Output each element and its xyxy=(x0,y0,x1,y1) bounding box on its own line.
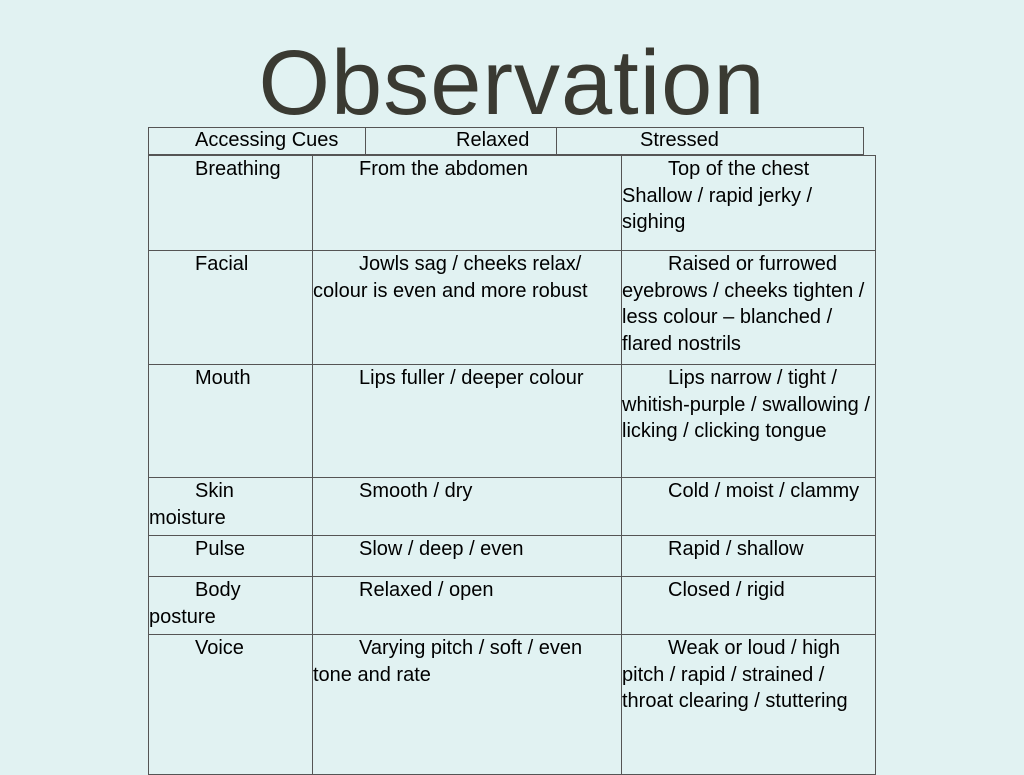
observation-table xyxy=(148,155,876,775)
cue-cell: Pulse xyxy=(149,536,313,577)
table-header xyxy=(148,127,864,155)
cue-cell: Breathing xyxy=(149,156,313,251)
header-accessing-cues: Accessing Cues xyxy=(149,128,366,155)
header-row xyxy=(149,128,864,155)
stressed-cell: Closed / rigid xyxy=(622,577,876,635)
slide-title: Observation xyxy=(258,32,766,134)
table-row xyxy=(149,577,876,635)
table-row xyxy=(149,478,876,536)
cue-cell: Skin moisture xyxy=(149,478,313,536)
header-stressed: Stressed xyxy=(557,128,864,155)
relaxed-cell: Varying pitch / soft / even tone and rate xyxy=(313,635,622,775)
relaxed-cell: Slow / deep / even xyxy=(313,536,622,577)
table-row xyxy=(149,536,876,577)
cue-cell: Voice xyxy=(149,635,313,775)
table-row xyxy=(149,365,876,478)
stressed-cell: Raised or furrowed eyebrows / cheeks tighten / less colour – blanched / flared nostrils xyxy=(622,251,876,365)
relaxed-cell: From the abdomen xyxy=(313,156,622,251)
stressed-cell: Weak or loud / high pitch / rapid / strained / throat clearing / stuttering xyxy=(622,635,876,775)
stressed-cell: Cold / moist / clammy xyxy=(622,478,876,536)
table-row xyxy=(149,251,876,365)
stressed-cell: Lips narrow / tight / whitish-purple / swallowing / licking / clicking tongue xyxy=(622,365,876,478)
stressed-cell: Rapid / shallow xyxy=(622,536,876,577)
relaxed-cell: Jowls sag / cheeks relax/ colour is even and more robust xyxy=(313,251,622,365)
relaxed-cell: Relaxed / open xyxy=(313,577,622,635)
relaxed-cell: Lips fuller / deeper colour xyxy=(313,365,622,478)
cue-cell: Body posture xyxy=(149,577,313,635)
stressed-cell: Top of the chest Shallow / rapid jerky / sighing xyxy=(622,156,876,251)
header-relaxed: Relaxed xyxy=(366,128,557,155)
cue-cell: Facial xyxy=(149,251,313,365)
relaxed-cell: Smooth / dry xyxy=(313,478,622,536)
cue-cell: Mouth xyxy=(149,365,313,478)
table-row xyxy=(149,156,876,251)
table-row xyxy=(149,635,876,775)
